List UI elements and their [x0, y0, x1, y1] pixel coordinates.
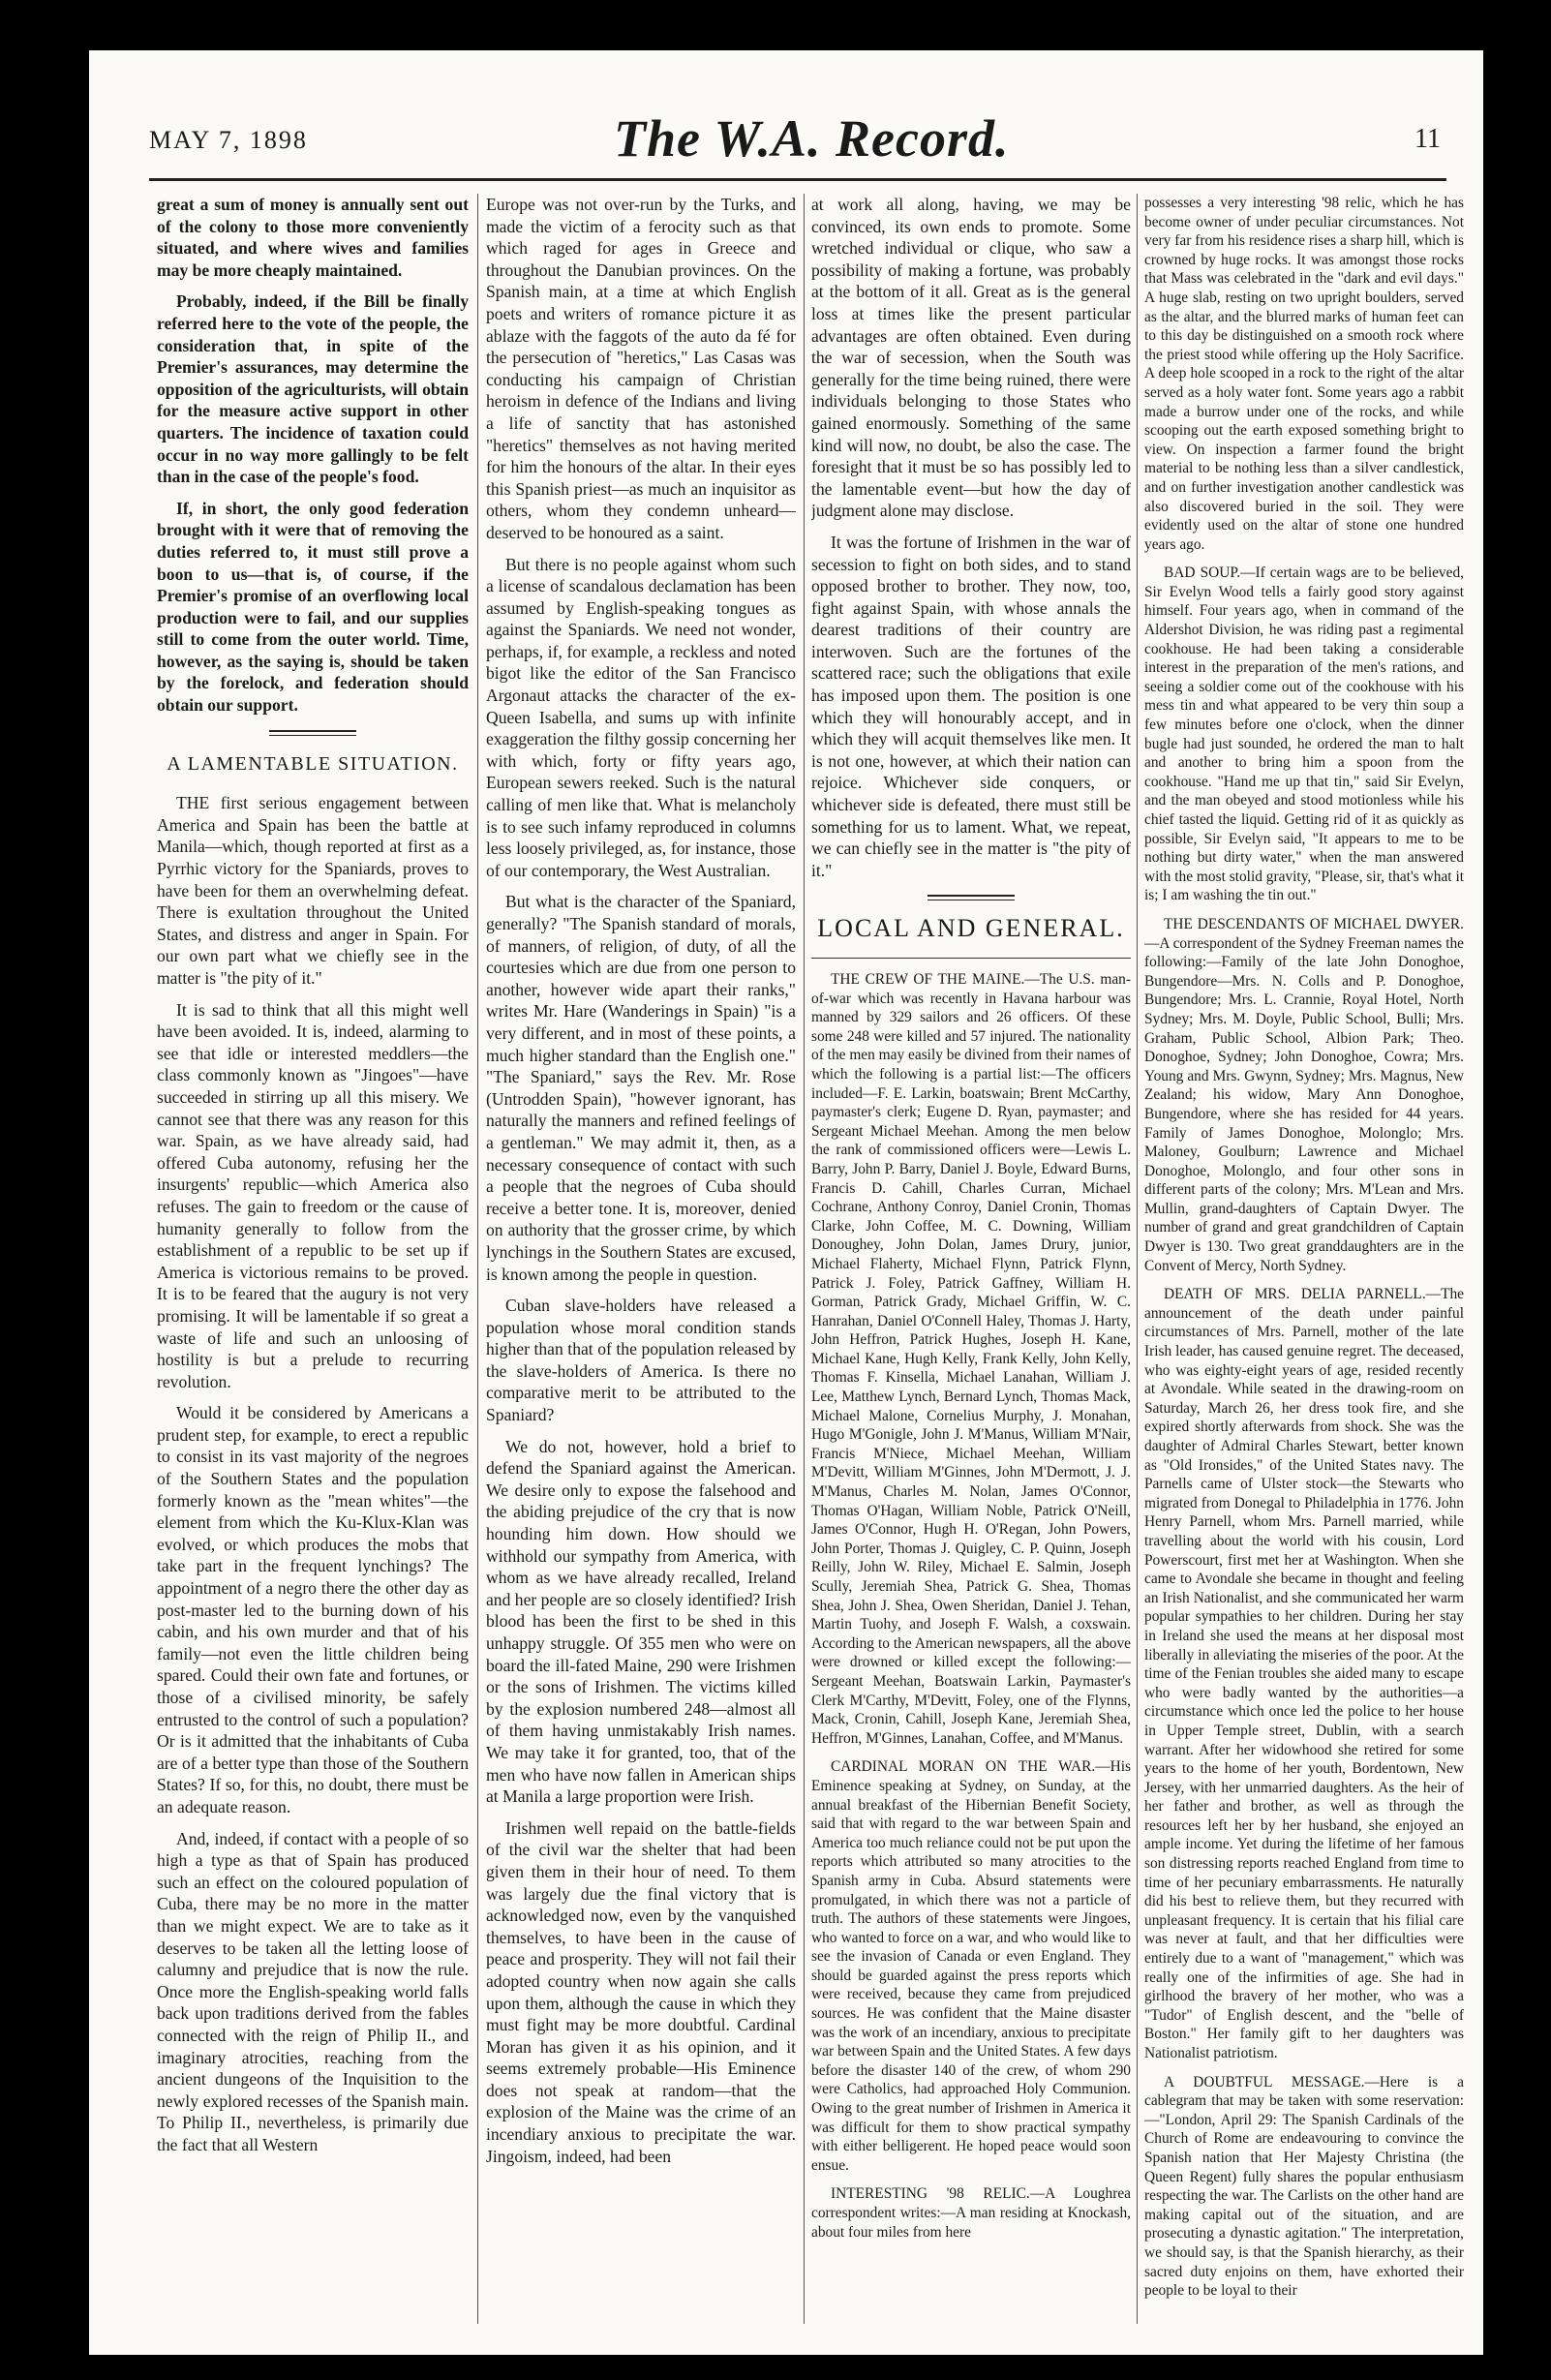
header-rule [149, 178, 1446, 181]
issue-date: MAY 7, 1898 [149, 126, 308, 154]
paragraph: THE first serious engagement between America and Spain has been the battle at Manila—which, though reported at first as a Pyrrhic victory for the Spaniards, proves to have been for them an overwhelming defeat. There is exultation throughout the United States, and distress and anger in Spain. For our own part what we chiefly see in the matter is "the pity of it." [157, 793, 469, 988]
heading-rule [811, 958, 1131, 959]
page-number: 11 [1414, 124, 1441, 154]
paragraph: great a sum of money is annually sent out of the colony to those more conveniently situated, and where wives and families may be more cheaply maintained. [157, 195, 469, 280]
paragraph: DEATH OF MRS. DELIA PARNELL.—The announcement of the death under painful circumstances of Mrs. Parnell, mother of the late Irish leader, has caused genuine regret. The deceased, who was eighty-eight years of age, resided recently at Avondale. While seated in the drawing-room on Saturday, March 26, her dress took fire, and she expired shortly afterwards from shock. She was the daughter of Admiral Charles Stewart, better known as "Old Ironsides," of the United States navy. The Parnells came of Ulster stock—the Stewarts who migrated from Donegal to Philadelphia in 1776. John Henry Parnell, whom Mrs. Parnell married, while travelling about the world with his cousin, Lord Powerscourt, first met her at Washington. When she came to Avondale she became in thought and feeling an Irish Nationalist, and she communicated her warm popular sympathies to her children. During her stay in Ireland she used the means at her disposal most liberally in alleviating the miseries of the poor. At the time of the Fenian troubles she aided many to escape who were badly wanted by the authorities—a circumstance which once led the police to her house in Upper Temple street, Dublin, with a search warrant. After her widowhood she retired for some years to the home of her youth, Bordentown, New Jersey, with her unmarried daughters. As the heir of her father and brother, as well as through the resources left her by her husband, she enjoyed an ample income. Yet during the lifetime of her famous son distressing reports reached England from time to time of her pecuniary embarrassments. He naturally did his best to relieve them, but they recurred with unpleasant frequency. It is certain that his filial care was never at fault, and that her difficulties were entirely due to a want of "management," which was really one of the infirmities of age. She had in girlhood the bravery of her mother, who was a "Tudor" of English descent, and the "belle of Boston." Her family gift to her daughters was Nationalist patriotism. [1144, 1286, 1464, 2061]
paragraph: And, indeed, if contact with a people of so high a type as that of Spain has produced such an effect on the coloured population of Cuba, there may be no more in the matter than we might expect. We are to take as it deserves to be taken all the letting loose of calumny and prejudice that is now the rule. Once more the English-speaking world falls back upon traditions derived from the fables connected with the reign of Philip II., and imaginary atrocities, reaching from the ancient dungeons of the Inquisition to the newly explored recesses of the Spanish main. To Philip II., nevertheless, is primarily due the fact that all Western [157, 1828, 469, 2154]
paragraph: BAD SOUP.—If certain wags are to be believed, Sir Evelyn Wood tells a fairly good story against himself. Four years ago, when in command of the Aldershot Division, he was riding past a regimental cookhouse. He had been taking a considerable interest in the preparation of the men's rations, and seeing a soldier come out of the cookhouse with his mess tin and what appeared to be very thin soup a few minutes before one o'clock, when the dinner bugle had just sounded, he ordered the man to halt and another to bring him a spoon from the cookhouse. "Hand me up that tin," said Sir Evelyn, and the man obeyed and stood motionless while his chief tasted the liquid. Getting rid of it as quickly as possible, Sir Evelyn said, "It appears to me to be nothing but dirty water," when the man answered with the most stolid gravity, "Please, sir, that's what it is; I am washing the tin out." [1144, 564, 1464, 904]
column-1 [157, 194, 469, 2304]
paragraph: Irishmen well repaid on the battle-fields of the civil war the shelter that had been given them in their hour of need. To them was largely due the final victory that is acknowledged now, even by the vanquished themselves, to have been in the cause of peace and prosperity. They will not fail their adopted country when now again she calls upon them, although the cause in which they must fight may be more doubtful. Cardinal Moran has given it as his opinion, and it seems extremely probable—His Eminence does not speak at random—that the explosion of the Maine was the crime of an incendiary anxious to precipitate the war. Jingoism, indeed, had been [486, 1817, 796, 2166]
paragraph: Europe was not over-run by the Turks, and made the victim of a ferocity such as that which raged for ages in Greece and throughout the Danubian provinces. On the Spanish main, at a time at which English poets and writers of romance picture it as ablaze with the faggots of the auto da fé for the persecution of "heretics," Las Casas was conducting his campaign of Christian heroism in defence of the Indians and living a life of sanctity that has astonished "heretics" themselves as not having merited for him the honours of the altar. In their eyes this Spanish priest—as much an inquisitor as others, whom they condemn unheard—deserved to be honoured as a saint. [486, 195, 796, 542]
column-divider [477, 194, 478, 2324]
article-heading: A LAMENTABLE SITUATION. [167, 752, 459, 775]
paragraph: If, in short, the only good federation brought with it were that of removing the duties referred to, it must still prove a boon to us—that is, of course, if the Premier's promise of an overflowing local production were to fail, and our supplies still to come from the outer world. Time, however, as the saying is, should be taken by the forelock, and federation should obtain our support. [157, 498, 469, 716]
section-heading: LOCAL AND GENERAL. [817, 914, 1125, 943]
paragraph: INTERESTING '98 RELIC.—A Loughrea correspondent writes:—A man residing at Knockash, about four miles from here [811, 2185, 1131, 2241]
column-2 [486, 194, 796, 2304]
masthead-title: The W.A. Record. [614, 109, 1010, 168]
paragraph: Would it be considered by Americans a prudent step, for example, to erect a republic to consist in its vast majority of the negroes of the Southern States and the population formerly known as the "mean whites"—the element from which the Ku-Klux-Klan was evolved, or which produces the mobs that take part in the frequent lynchings? The appointment of a negro there the other day as post-master led to the burning down of his cabin, and his own murder and that of his family—not even the little children being spared. Could their own fate and fortunes, or those of a civilised minority, be safely entrusted to the control of such a population? Or is it admitted that the inhabitants of Cuba are of a better type than those of the Southern States? If so, for this, no doubt, there must be an adequate reason. [157, 1403, 469, 1816]
paragraph: A DOUBTFUL MESSAGE.—Here is a cablegram that may be taken with some reservation:—"London, April 29: The Spanish Cardinals of the Church of Rome are endeavouring to convince the Spanish nation that Her Majesty Christina (the Queen Regent) fully shares the popular enthusiasm respecting the war. The Carlists on the other hand are making capital out of the situation, and are prosecuting a dynastic agitation." The interpretation, we should say, is that the Spanish hierarchy, as their sacred duty enjoins on them, have exhorted their people to be loyal to their [1144, 2073, 1464, 2300]
column-4 [1144, 194, 1464, 2304]
small-print-block [811, 970, 1131, 2242]
paragraph: THE CREW OF THE MAINE.—The U.S. man-of-war which was recently in Havana harbour was manned by 329 sailors and 26 officers. Of these some 248 were killed and 57 injured. The nationality of the men may easily be divined from their names of which the following is a partial list:—The officers included—F. E. Larkin, boatswain; Brent McCarthy, paymaster's clerk; Eugene D. Ryan, paymaster; and Sergeant Michael Meehan. Among the men below the rank of commissioned officers were—Lewis L. Barry, John P. Barry, Daniel J. Boyle, Edward Burns, Francis D. Cahill, Charles Curran, Michael Cochrane, Anthony Conroy, Daniel Cronin, Thomas Clarke, John Coffee, M. C. Downing, William Donoughey, John Dolan, James Drury, junior, Michael Flaherty, Michael Flynn, Patrick Flynn, Patrick J. Foley, Patrick Gaffney, William H. Gorman, Patrick Grady, Michael Griffin, W. C. Hanrahan, Daniel O'Connell Haley, Thomas J. Harty, John Heffron, Patrick Hughes, Joseph H. Kane, Michael Kane, Hugh Kelly, Frank Kelly, John Kelly, Thomas F. Kinsella, Michael Lanahan, William J. Lee, Matthew Lynch, Bernard Lynch, Thomas Mack, Michael Malone, Cornelius Murphy, J. Monahan, Hugo M'Gonigle, John J. M'Manus, William M'Nair, Francis M'Niece, Michael Meehan, William M'Devitt, William M'Ginnes, John M'Dermott, J. J. M'Manus, Charles M. Nolan, James O'Connor, Thomas O'Hagan, William Noble, Patrick O'Neill, James O'Connor, Hugh H. O'Regan, John Powers, John Porter, Thomas J. Quigley, C. P. Quinn, Joseph Reilly, John W. Riley, Michael E. Salmin, Joseph Scully, Jeremiah Shea, Patrick G. Shea, Thomas Shea, John J. Shea, Owen Sheridan, Daniel J. Tehan, Martin Tuohy, and Joseph F. Walsh, a coxswain. According to the American newspapers, all the above were drowned or killed except the following:—Sergeant Meehan, Boatswain Larkin, Paymaster's Clerk M'Carthy, M'Devitt, Foley, one of the Flynns, Mack, Cronin, Cahill, Joseph Kane, Jeremiah Shea, Heffron, M'Ginnes, Lanahan, Coffee, and M'Manus. [811, 971, 1131, 1747]
page-header [149, 108, 1446, 176]
column-divider [804, 194, 805, 2324]
paragraph: possesses a very interesting '98 relic, which he has become owner of under peculiar circumstances. Not very far from his residence rises a sharp hill, which is crowned by huge rocks. It was amongst those rocks that Mass was celebrated in the "dark and evil days." A huge slab, resting on two upright boulders, served as the altar, and the blurred marks of human feet can to this day be distinguished on a smooth rock where the priest stood while offering up the Holy Sacrifice. A deep hole scooped in a rock to the right of the altar served as a holy water font. Some years ago a rabbit made a burrow under one of the rocks, and while scooping out the earth exposed something bright to view. On inspection a farmer found the bright material to be nothing less than a silver candlestick, and on further investigation another candlestick was also discovered buried in the soil. They were evidently used on the altar of stone one hundred years ago. [1144, 195, 1464, 553]
paragraph: But there is no people against whom such a license of scandalous declamation has been assumed by English-speaking tongues as against the Spaniards. We need not wonder, perhaps, if, for example, a reckless and noted bigot like the editor of the San Francisco Argonaut attacks the character of the ex-Queen Isabella, and sums up with infinite exaggeration the filthy gossip concerning her with which, forty or fifty years ago, European sewers reeked. Such is the natural calling of men like that. What is melancholy is to see such infamy reproduced in columns less loosely privileged, as, for instance, those of our contemporary, the West Australian. [486, 554, 796, 880]
paragraph: CARDINAL MORAN ON THE WAR.—His Eminence speaking at Sydney, on Sunday, at the annual breakfast of the Hibernian Benefit Society, said that with regard to the war between Spain and America too much reliance could not be put upon the reports which attributed so many atrocities to the Spanish army in Cuba. Absurd statements were promulgated, in which there was not a particle of truth. The authors of these statements were Jingoes, who wanted to force on a war, and who would like to see the invasion of Canada or even England. They should be guarded against the press reports which were received, because they came from prejudiced sources. He was confident that the Maine disaster was the work of an incendiary, anxious to precipitate war between Spain and the United States. A few days before the disaster 140 of the crew, of whom 290 were Catholics, had approached Holy Communion. Owing to the great number of Irishmen in America it was difficult for them to show practical sympathy with either belligerent. He hoped peace would soon ensue. [811, 1758, 1131, 2174]
column-divider [1137, 194, 1138, 2324]
paragraph: It was the fortune of Irishmen in the war of secession to fight on both sides, and to stand opposed brother to brother. They now, too, fight against Spain, with whose annals the dearest traditions of their country are interwoven. Such are the fortunes of the scattered race; such the obligations that exile has imposed upon them. The position is one which they will honourably accept, and in which they will acquit themselves like men. It is not one, however, at which their nation can rejoice. Whichever side conquers, or whichever side is defeated, there must still be something for us to lament. What, we repeat, we can chiefly see in the matter is "the pity of it." [811, 532, 1131, 880]
paragraph: at work all along, having, we may be convinced, its own ends to promote. Some wretched individual or clique, who saw a possibility of making a fortune, was probably at the bottom of it all. Great as is the general loss at times like the present particular advantages are often obtained. Even during the war of secession, when the South was generally for the time being ruined, there were individuals belonging to those States who gained enormously. Something of the same kind will now, no doubt, be also the case. The foresight that it must be so has possibly led to the lamentable event—but how the day of judgment alone may disclose. [811, 195, 1131, 521]
newspaper-page [89, 50, 1483, 2355]
section-rule [928, 895, 1015, 900]
paragraph: Probably, indeed, if the Bill be finally referred here to the vote of the people, the consideration that, in spite of the Premier's assurances, may determine the opposition of the agriculturists, will obtain for the measure active support in other quarters. The incidence of taxation could occur in no way more gallingly to be felt than in the case of the people's food. [157, 291, 469, 487]
paragraph: THE DESCENDANTS OF MICHAEL DWYER.—A correspondent of the Sydney Freeman names the following:—Family of the late John Donoghoe, Bungendore—Mrs. N. Colls and P. Donoghoe, Bungendore; Mrs. L. Crannie, Royal Hotel, North Sydney; Mrs. M. Doyle, Public School, Bulli; Mrs. Graham, Public School, Albion Park; Theo. Donoghoe, Sydney; John Donoghoe, Cowra; Mrs. Young and Mrs. Gwynn, Sydney; Mrs. Magnus, New Zealand; his widow, Mary Ann Donoghoe, Bungendore, where she has resided for 44 years. Family of James Donoghoe, Molonglo; Mrs. Maloney, Goulburn; Lawrence and Michael Donoghoe, Molonglo, and four other sons in different parts of the colony; Mrs. M'Lean and Mrs. Mullin, grand-daughters of Captain Dwyer. The number of grand and great grandchildren of Captain Dwyer is 130. Two great granddaughters are in the Convent of Mercy, North Sydney. [1144, 915, 1464, 1274]
paragraph: We do not, however, hold a brief to defend the Spaniard against the American. We desire only to expose the falsehood and the abiding prejudice of the cry that is now hounding him down. How should we withhold our sympathy from America, with whom as we have already recalled, Ireland and her people are so closely identified? Irish blood has been the first to be shed in this unhappy struggle. Of 355 men who were on board the ill-fated Maine, 290 were Irishmen or the sons of Irishmen. The victims killed by the explosion numbered 248—almost all of them having unmistakably Irish names. We may take it for granted, too, that of the men who have now fallen in American ships at Manila a large proportion were Irish. [486, 1436, 796, 1807]
paragraph: But what is the character of the Spaniard, generally? "The Spanish standard of morals, of manners, of religion, of duty, of all the courtesies which are due from one person to another, however wide apart their ranks," writes Mr. Hare (Wanderings in Spain) "is a very different, and in most of these points, a much higher standard than the English one." "The Spaniard," says the Rev. Mr. Rose (Untrodden Spain), "however ignorant, has naturally the manners and refined feelings of a gentleman." We may admit it, then, as a necessary consequence of contact with such a people that the negroes of Cuba should receive a better tone. It is, moreover, denied on authority that the grosser crime, by which lynchings in the Southern States are excused, is known among the people in question. [486, 892, 796, 1284]
paragraph: Cuban slave-holders have released a population whose moral condition stands higher than that of the population released by the slave-holders of America. Is there no comparative merit to be attributed to the Spaniard? [486, 1296, 796, 1425]
column-3 [811, 194, 1131, 2304]
paragraph: It is sad to think that all this might well have been avoided. It is, indeed, alarming to see that idle or interested meddlers—the class commonly known as "Jingoes"—have succeeded in stirring up all this misery. We cannot see that there was any reason for this war. Spain, as we have already said, had offered Cuba autonomy, refusing her the insurgents' republic—which America also refuses. The gain to freedom or the cause of humanity generally to follow from the establishment of a republic to be set up if America is victorious remains to be proved. It is to be feared that the augury is not very promising. It will be lamentable if so great a waste of life and such an unloosing of hostility is but a prelude to recurring revolution. [157, 999, 469, 1391]
section-rule [269, 730, 356, 736]
